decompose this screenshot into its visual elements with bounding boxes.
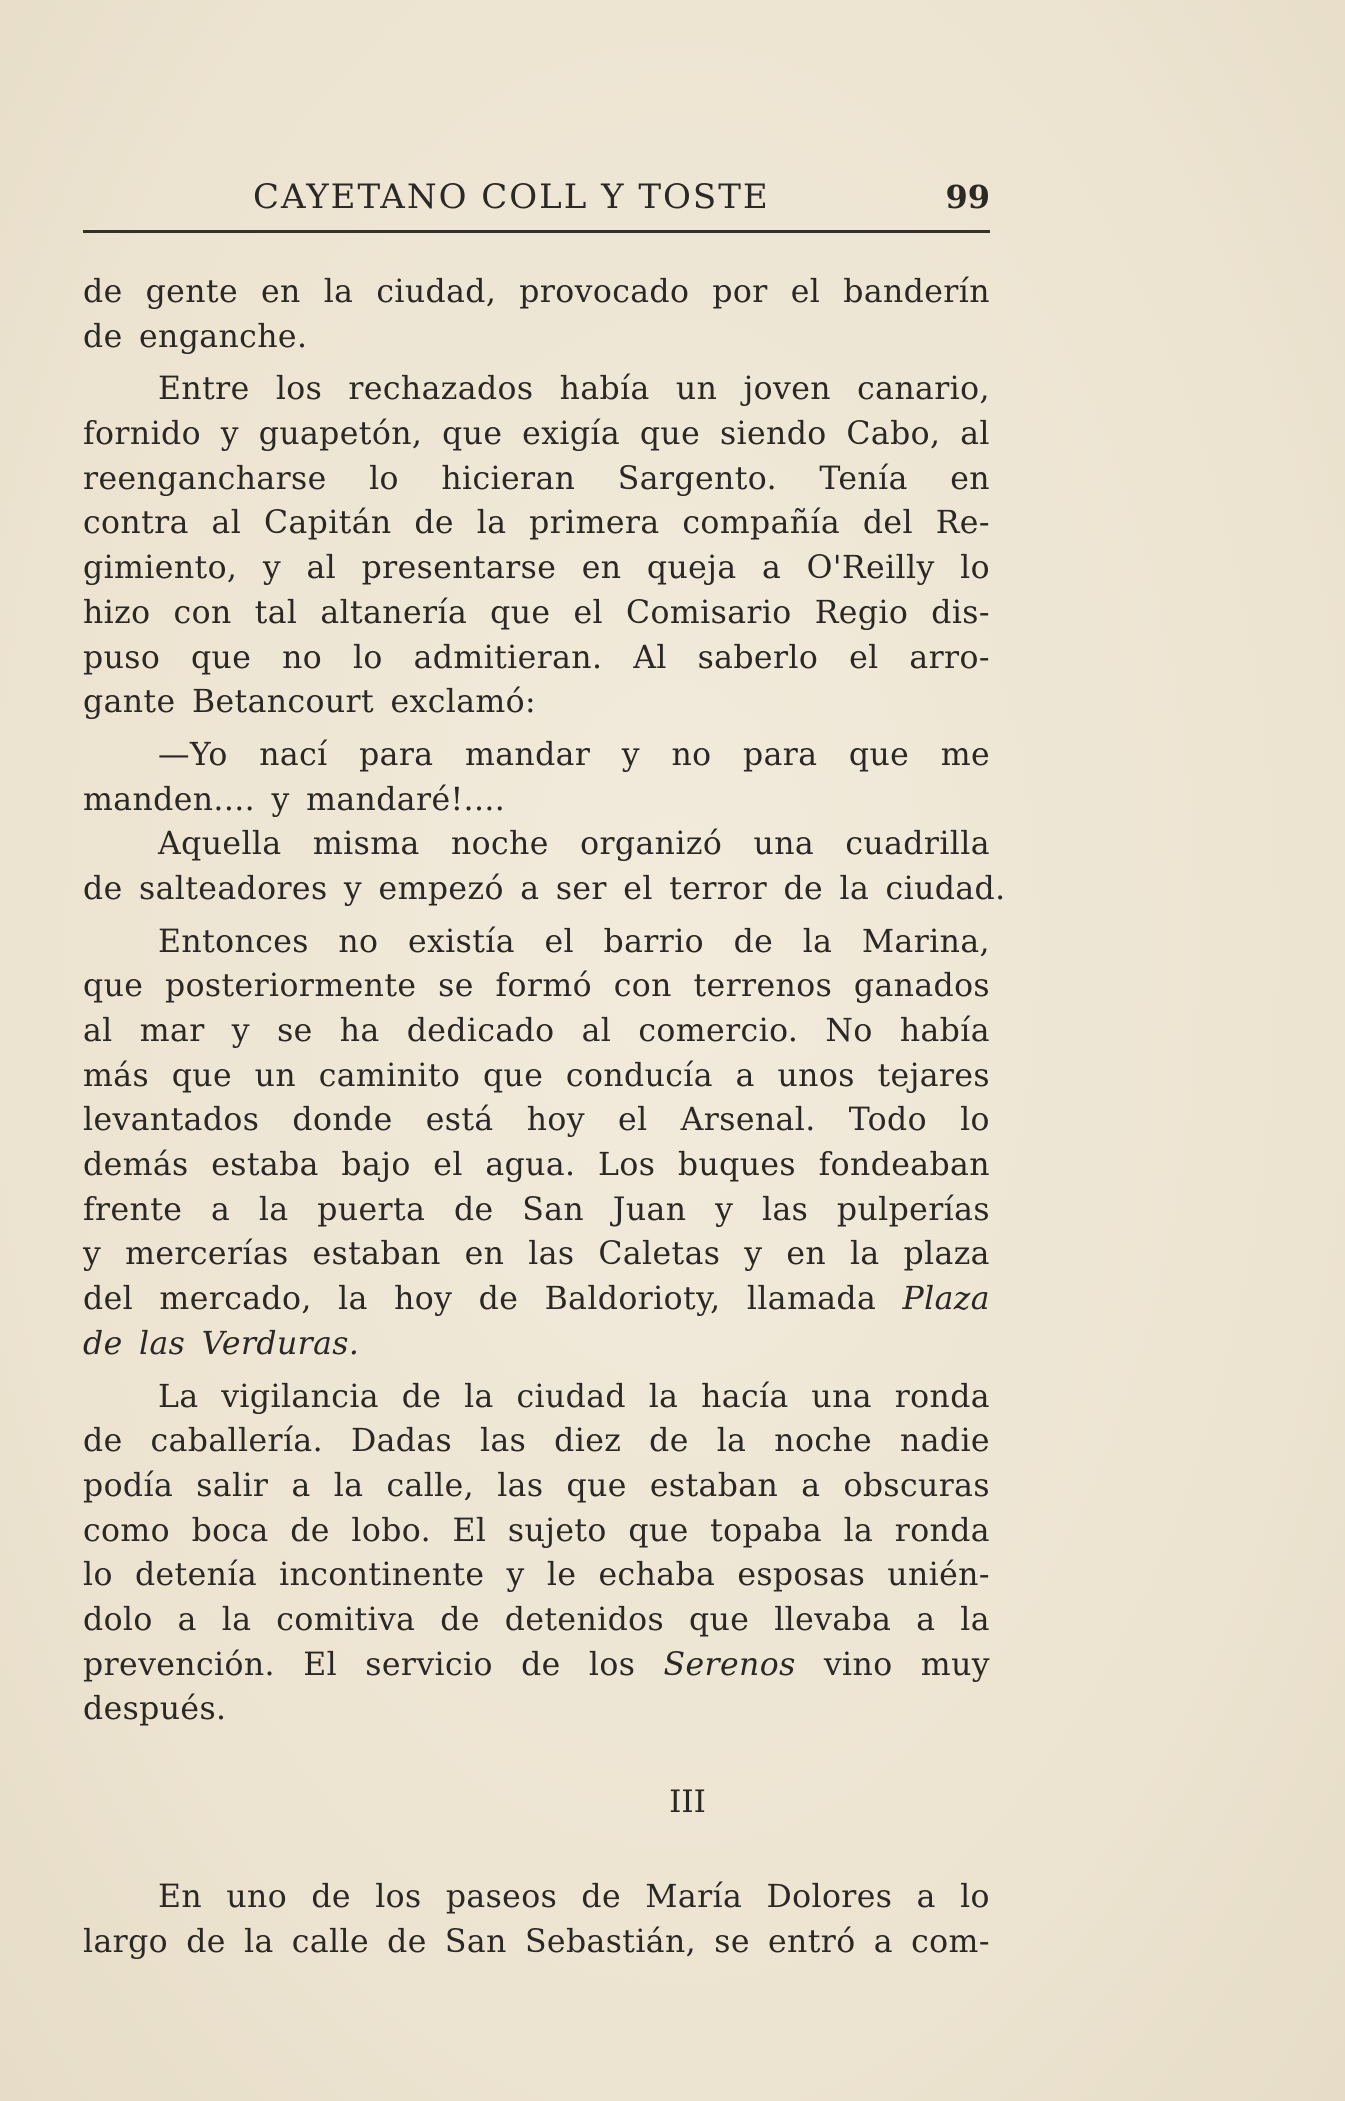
word: compañía	[682, 505, 841, 542]
text-line	[83, 1277, 990, 1322]
word: el	[849, 639, 879, 676]
text-line	[83, 1643, 990, 1688]
word: que	[628, 1512, 689, 1549]
word: con	[173, 594, 232, 631]
word: El	[452, 1512, 487, 1549]
word: estaba	[211, 1147, 319, 1184]
word: las	[480, 1423, 527, 1460]
word: Los	[598, 1147, 656, 1184]
word: Arsenal.	[680, 1102, 816, 1139]
word: y	[506, 1557, 525, 1594]
word: servicio	[365, 1646, 493, 1683]
word: lo	[960, 1102, 990, 1139]
word: San	[444, 1923, 507, 1960]
text-line: después.	[83, 1691, 227, 1728]
word: rechazados	[348, 371, 534, 408]
text-line	[83, 1553, 990, 1598]
word: la	[221, 1601, 252, 1638]
word: de	[453, 1191, 494, 1228]
word: de	[290, 1512, 330, 1549]
word: altanería	[320, 594, 468, 631]
word: Dolores	[766, 1879, 893, 1915]
word: había	[559, 371, 650, 408]
header-rule	[83, 230, 990, 233]
word: donde	[292, 1102, 393, 1139]
word: al	[306, 550, 337, 587]
word: se	[277, 1013, 313, 1049]
word: topaba	[710, 1512, 823, 1549]
word: saberlo	[697, 639, 819, 676]
text-line	[83, 1188, 990, 1233]
word: la	[849, 1236, 880, 1273]
word: Regio	[814, 594, 909, 631]
text-line	[83, 367, 990, 412]
word: vino	[823, 1646, 893, 1683]
text-line	[83, 546, 990, 591]
word: que	[83, 968, 144, 1005]
word: arro-	[909, 639, 990, 676]
word: le	[546, 1557, 577, 1594]
word: en	[464, 1236, 505, 1273]
word: esposas	[737, 1557, 866, 1594]
word: del	[83, 1281, 134, 1318]
word: de	[311, 1879, 351, 1915]
word: fornido	[83, 416, 201, 453]
text-line	[83, 1098, 990, 1143]
word: mercado,	[159, 1281, 312, 1318]
word: que	[482, 1057, 544, 1094]
word: la	[716, 1423, 747, 1460]
word: por	[712, 274, 768, 310]
body-text	[83, 270, 1006, 1732]
word: puso	[83, 639, 161, 676]
word: ciudad,	[376, 274, 497, 310]
word: nací	[259, 736, 328, 773]
word: no	[282, 639, 323, 676]
word: ganados	[853, 968, 990, 1005]
word: hoy	[394, 1281, 453, 1318]
word: al	[211, 505, 242, 542]
word: bajo	[341, 1147, 411, 1184]
word: las	[497, 1467, 544, 1504]
word: dedicado	[406, 1013, 555, 1049]
word: más	[83, 1057, 150, 1094]
word: la	[960, 1601, 990, 1638]
text-line	[83, 1875, 990, 1920]
word: exigía	[522, 416, 621, 453]
text-line	[83, 1143, 990, 1188]
text-line	[83, 412, 990, 457]
word: a	[735, 1057, 755, 1094]
word: el	[433, 1147, 463, 1184]
word: a	[873, 1923, 893, 1960]
word: hizo	[83, 594, 151, 631]
word: La	[158, 1378, 199, 1415]
word: caballería.	[150, 1423, 324, 1460]
word: lo	[369, 460, 399, 497]
word: Capitán	[263, 505, 392, 542]
word: Marina,	[861, 923, 990, 960]
page-header	[83, 172, 990, 232]
word: de	[83, 1423, 123, 1460]
word: O'Reilly	[806, 550, 935, 587]
word: me	[940, 736, 990, 773]
word: lobo.	[351, 1512, 431, 1549]
word: llamada	[746, 1281, 877, 1318]
word: en	[260, 274, 301, 310]
word: canario,	[857, 371, 990, 408]
word: y	[83, 1236, 102, 1273]
word: reengancharse	[83, 460, 327, 497]
word: agua.	[485, 1147, 576, 1184]
word: a	[916, 1601, 936, 1638]
word: provocado	[519, 274, 690, 310]
word: admitieran.	[413, 639, 603, 676]
word: gimiento,	[83, 550, 238, 587]
word: Todo	[848, 1102, 927, 1139]
running-head: CAYETANO COLL Y TOSTE	[253, 177, 770, 217]
word: terrenos	[693, 968, 833, 1005]
word: el	[618, 1102, 648, 1139]
word: de	[478, 1281, 519, 1318]
text-line	[83, 636, 990, 681]
text-line	[83, 270, 990, 315]
word: Al	[633, 639, 667, 676]
word: los	[375, 1879, 422, 1915]
text-line: gante Betancourt exclamó:	[83, 684, 537, 721]
word: del	[862, 505, 913, 542]
word: queja	[646, 550, 737, 587]
word: sujeto	[507, 1512, 607, 1549]
word: a	[291, 1467, 311, 1504]
word: incontinente	[279, 1557, 485, 1594]
word: las	[528, 1236, 575, 1273]
word: lo	[352, 639, 383, 676]
word: demás	[83, 1147, 189, 1184]
word: caminito	[318, 1057, 461, 1094]
text-line	[83, 1419, 990, 1464]
word: banderín	[843, 274, 990, 310]
word: levantados	[83, 1102, 260, 1139]
word: las	[761, 1191, 809, 1228]
word: a	[761, 550, 782, 587]
word: de	[649, 1423, 689, 1460]
word: con	[613, 968, 672, 1005]
word: de	[83, 274, 123, 310]
word: echaba	[598, 1557, 716, 1594]
word: guapetón,	[258, 416, 423, 453]
word: la	[802, 923, 833, 960]
word: y	[262, 550, 282, 587]
word: mar	[139, 1013, 205, 1049]
word: tal	[254, 594, 298, 631]
word: había	[899, 1013, 990, 1049]
word: en	[581, 550, 622, 587]
word: comercio.	[638, 1013, 799, 1049]
word: paseos	[445, 1879, 558, 1915]
word: que	[442, 416, 503, 453]
word: de	[440, 1601, 480, 1638]
text-line	[83, 964, 990, 1009]
word: unién-	[887, 1557, 990, 1594]
text-line	[83, 1920, 990, 1965]
word: para	[743, 736, 818, 773]
text-line	[83, 501, 990, 546]
word: Cabo,	[846, 416, 941, 453]
word: Caletas	[598, 1236, 721, 1273]
word: se	[438, 968, 474, 1005]
text-line	[83, 1232, 990, 1277]
word: María	[645, 1879, 743, 1915]
word: de	[581, 1879, 621, 1915]
word: la	[338, 1281, 368, 1318]
word: y	[744, 1236, 763, 1273]
italic-fragment: de las Verduras.	[83, 1325, 360, 1362]
text-line	[83, 1009, 990, 1054]
word: com-	[911, 1923, 990, 1960]
word: existía	[407, 923, 515, 960]
word: que	[566, 1467, 627, 1504]
word: al	[581, 1013, 612, 1049]
text-line	[83, 920, 990, 965]
word: que	[689, 1601, 750, 1638]
text-line	[83, 733, 990, 778]
word: comitiva	[276, 1601, 416, 1638]
word: Juan	[612, 1191, 687, 1228]
word: calle	[291, 1923, 369, 1960]
word: al	[960, 416, 990, 453]
word: en	[950, 460, 990, 497]
word: primera	[529, 505, 660, 542]
word: —Yo	[158, 736, 228, 773]
page-number: 99	[945, 178, 990, 216]
word: pulperías	[836, 1191, 990, 1228]
word: lo	[960, 550, 990, 587]
word: detenidos	[504, 1601, 665, 1638]
word: entró	[768, 1923, 856, 1960]
word: formó	[495, 968, 592, 1005]
word: de	[521, 1646, 561, 1683]
word: y	[231, 1013, 250, 1049]
word: y	[621, 736, 640, 773]
section-heading: III	[669, 1784, 706, 1820]
word: calle,	[386, 1467, 475, 1504]
word: para	[359, 736, 434, 773]
word: nadie	[900, 1423, 990, 1460]
word: conducía	[565, 1057, 713, 1094]
word: prevención.	[83, 1646, 275, 1683]
word: Baldorioty,	[544, 1281, 721, 1318]
word: no	[671, 736, 712, 773]
word: misma	[312, 826, 420, 863]
word: plaza	[903, 1236, 990, 1273]
word: la	[476, 505, 507, 542]
word: lo	[960, 1879, 990, 1915]
word: fondeaban	[818, 1147, 990, 1184]
word: y	[220, 416, 239, 453]
word: diez	[554, 1423, 622, 1460]
word: al	[83, 1013, 113, 1049]
word: de	[401, 1378, 442, 1415]
word: no	[338, 923, 379, 960]
word: que	[171, 1057, 232, 1094]
word: que	[490, 594, 551, 631]
word: que	[639, 416, 701, 453]
text-line	[83, 457, 990, 502]
text-line	[83, 1598, 990, 1643]
word: Re-	[935, 505, 990, 542]
word: barrio	[603, 923, 705, 960]
word: a	[916, 1879, 936, 1915]
word: mandar	[464, 736, 591, 773]
word: salir	[196, 1467, 269, 1504]
word: de	[414, 505, 454, 542]
word: los	[588, 1646, 636, 1683]
text-line	[83, 1375, 990, 1420]
word: hicieran	[441, 460, 576, 497]
word: estaban	[312, 1236, 441, 1273]
word: boca	[191, 1512, 269, 1549]
word: a	[211, 1191, 231, 1228]
word: obscuras	[843, 1467, 990, 1504]
word: frente	[83, 1191, 183, 1228]
word: podía	[83, 1467, 174, 1504]
word: la	[464, 1378, 494, 1415]
word: Tenía	[819, 460, 908, 497]
word: lo	[83, 1557, 113, 1594]
word: y	[715, 1191, 734, 1228]
word: mercerías	[125, 1236, 289, 1273]
word: un	[675, 371, 718, 408]
word: Dadas	[350, 1423, 453, 1460]
word: Entonces	[158, 923, 309, 960]
text-line	[83, 822, 990, 867]
word: En	[158, 1879, 203, 1915]
word: dolo	[83, 1601, 153, 1638]
word: puerta	[317, 1191, 426, 1228]
word: Entre	[158, 371, 250, 408]
word: Serenos	[663, 1646, 796, 1683]
text-line	[83, 1464, 990, 1509]
word: cuadrilla	[845, 826, 990, 863]
word: vigilancia	[221, 1378, 379, 1415]
word: posteriormente	[165, 968, 417, 1005]
word: la	[323, 274, 354, 310]
word: un	[254, 1057, 297, 1094]
word: está	[425, 1102, 494, 1139]
word: El	[303, 1646, 338, 1683]
word: el	[573, 594, 603, 631]
word: noche	[450, 826, 549, 863]
word: llevaba	[774, 1601, 892, 1638]
word: Plaza	[902, 1281, 990, 1318]
word: ronda	[894, 1512, 990, 1549]
word: San	[522, 1191, 585, 1228]
word: Sargento.	[617, 460, 777, 497]
word: se	[714, 1923, 750, 1960]
word: noche	[774, 1423, 873, 1460]
word: Aquella	[158, 826, 282, 863]
word: de	[733, 923, 774, 960]
word: dis-	[931, 594, 990, 631]
word: ciudad	[516, 1378, 626, 1415]
word: la	[333, 1467, 364, 1504]
word: No	[825, 1013, 873, 1049]
word: largo	[83, 1923, 169, 1960]
word: Comisario	[626, 594, 792, 631]
word: siendo	[719, 416, 827, 453]
text-line: de enganche.	[83, 318, 308, 355]
word: buques	[677, 1147, 796, 1184]
word: de	[387, 1923, 427, 1960]
word: hacía	[701, 1378, 789, 1415]
word: contra	[83, 505, 189, 542]
text-line: manden.... y mandaré!....	[83, 781, 506, 818]
word: el	[544, 923, 574, 960]
text-line: de salteadores y empezó a ser el terror de la ciudad.	[83, 870, 1006, 907]
word: presentarse	[361, 550, 557, 587]
word: la	[648, 1378, 679, 1415]
word: la	[843, 1512, 874, 1549]
text-line	[83, 1322, 990, 1367]
word: joven	[743, 371, 831, 408]
word: gente	[145, 274, 238, 310]
word: estaban	[649, 1467, 779, 1504]
word: una	[753, 826, 815, 863]
word: a	[801, 1467, 821, 1504]
word: a	[177, 1601, 197, 1638]
text-line	[83, 1509, 990, 1554]
word: en	[786, 1236, 827, 1273]
word: ha	[339, 1013, 380, 1049]
word: de	[186, 1923, 226, 1960]
word: tejares	[877, 1057, 990, 1094]
word: que	[190, 639, 252, 676]
word: la	[258, 1191, 289, 1228]
word: una	[811, 1378, 872, 1415]
text-line	[83, 1054, 990, 1099]
word: Sebastián,	[524, 1923, 697, 1960]
word: muy	[920, 1646, 990, 1683]
text-line	[83, 591, 990, 636]
word: los	[275, 371, 323, 408]
word: que	[848, 736, 910, 773]
word: detenía	[134, 1557, 258, 1594]
body-text-continued	[83, 1875, 990, 1964]
word: ronda	[894, 1378, 990, 1415]
word: la	[243, 1923, 274, 1960]
word: organizó	[580, 826, 723, 863]
word: unos	[777, 1057, 855, 1094]
word: uno	[226, 1879, 288, 1915]
word: como	[83, 1512, 171, 1549]
word: hoy	[526, 1102, 585, 1139]
word: el	[790, 274, 821, 310]
